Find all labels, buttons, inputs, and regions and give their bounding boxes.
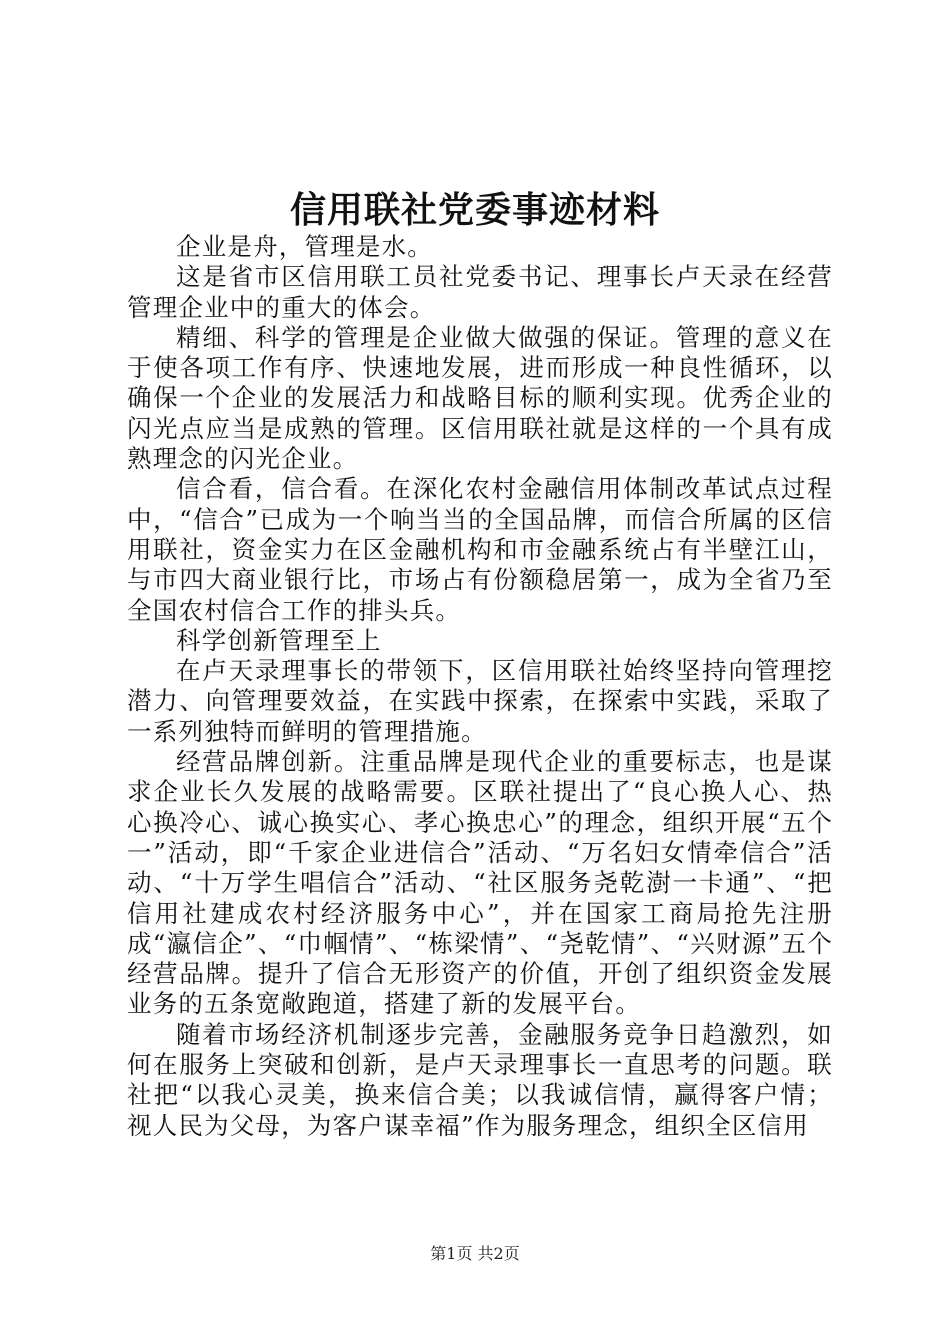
paragraph: 企业是舟，管理是水。 — [176, 232, 433, 261]
section-heading: 科学创新管理至上 — [176, 625, 382, 655]
paragraph: 信合看，信合看。在深化农村金融信用体制改革试点过程中，“信合”已成为一个响当当的全国品牌，而信合所属的区信用联社，资金实力在区金融机构和市金融系统占有半壁江山，与市四大商业银行比，市场占有份额稳居第一，成为全省乃至全国农村信合工作的排头兵。 — [127, 474, 833, 625]
document-body — [127, 232, 833, 1141]
paragraph: 随着市场经济机制逐步完善，金融服务竞争日趋激烈，如何在服务上突破和创新，是卢天录理事长一直思考的问题。联社把“以我心灵美，换来信合美；以我诚信情，赢得客户情；视人民为父母，为客户谋幸福”作为服务理念，组织全区信用 — [127, 1019, 833, 1140]
paragraph: 精细、科学的管理是企业做大做强的保证。管理的意义在于使各项工作有序、快速地发展，进而形成一种良性循环，以确保一个企业的发展活力和战略目标的顺利实现。优秀企业的闪光点应当是成熟的管理。区信用联社就是这样的一个具有成熟理念的闪光企业。 — [127, 322, 833, 474]
paragraph: 在卢天录理事长的带领下，区信用联社始终坚持向管理挖潜力、向管理要效益，在实践中探索，在探索中实践，采取了一系列独特而鲜明的管理措施。 — [127, 656, 833, 746]
document-title: 信用联社党委事迹材料 — [289, 189, 660, 231]
paragraph: 经营品牌创新。注重品牌是现代企业的重要标志，也是谋求企业长久发展的战略需要。区联社提出了“良心换人心、热心换冷心、诚心换实心、孝心换忠心”的理念，组织开展“五个一”活动，即“千家企业进信合”活动、“万名妇女情牵信合”活动、“十万学生唱信合”活动、“社区服务尧乾澍一卡通”、“把信用社建成农村经济服务中心”，并在国家工商局抢先注册成“瀛信企”、“巾帼情”、“栋梁情”、“尧乾情”、“兴财源”五个经营品牌。提升了信合无形资产的价值，开创了组织资金发展业务的五条宽敞跑道，搭建了新的发展平台。 — [127, 747, 833, 1019]
paragraph: 这是省市区信用联工员社党委书记、理事长卢天录在经营管理企业中的重大的体会。 — [127, 262, 833, 322]
page-footer: 第1页 共2页 — [430, 1244, 520, 1263]
